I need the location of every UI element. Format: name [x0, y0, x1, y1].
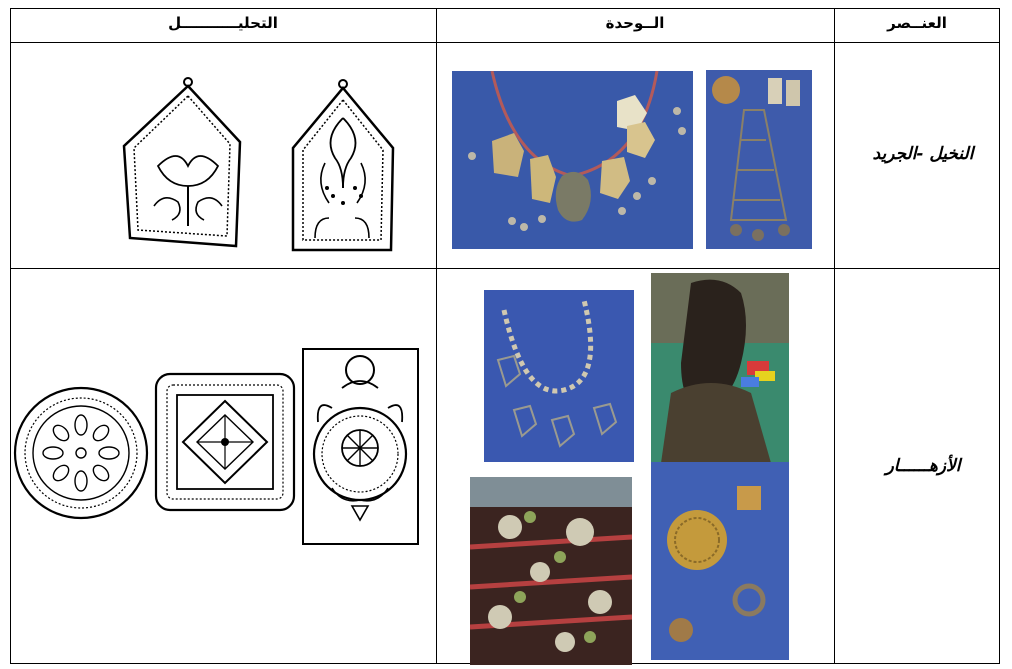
header-analysis: التحليـــــــــــل: [168, 14, 278, 32]
column-divider-analysis-unit: [436, 8, 437, 664]
row-label-palm: النخيل -الجريد: [872, 144, 974, 164]
row-label-flowers: الأزهــــــار: [885, 456, 961, 476]
header-element: العنــصر: [887, 14, 947, 32]
column-divider-unit-element: [834, 8, 835, 664]
drawing-flower-square: [153, 371, 297, 513]
photo-palm-necklace: [452, 71, 693, 249]
row-divider: [10, 268, 1000, 269]
photo-flower-necklace: [484, 290, 634, 462]
drawing-flower-rosette: [12, 385, 150, 521]
drawing-flower-pendant: [302, 348, 419, 545]
photo-woman-braids: [651, 273, 789, 463]
drawing-palm-pendant-1: [118, 76, 246, 254]
photo-embroidered-fabric: [470, 477, 632, 665]
photo-palm-pendant: [706, 70, 812, 249]
header-unit: الــوحدة: [605, 14, 665, 32]
photo-rings-jewelry: [651, 462, 789, 660]
drawing-palm-pendant-2: [285, 78, 399, 256]
header-divider: [10, 42, 1000, 43]
